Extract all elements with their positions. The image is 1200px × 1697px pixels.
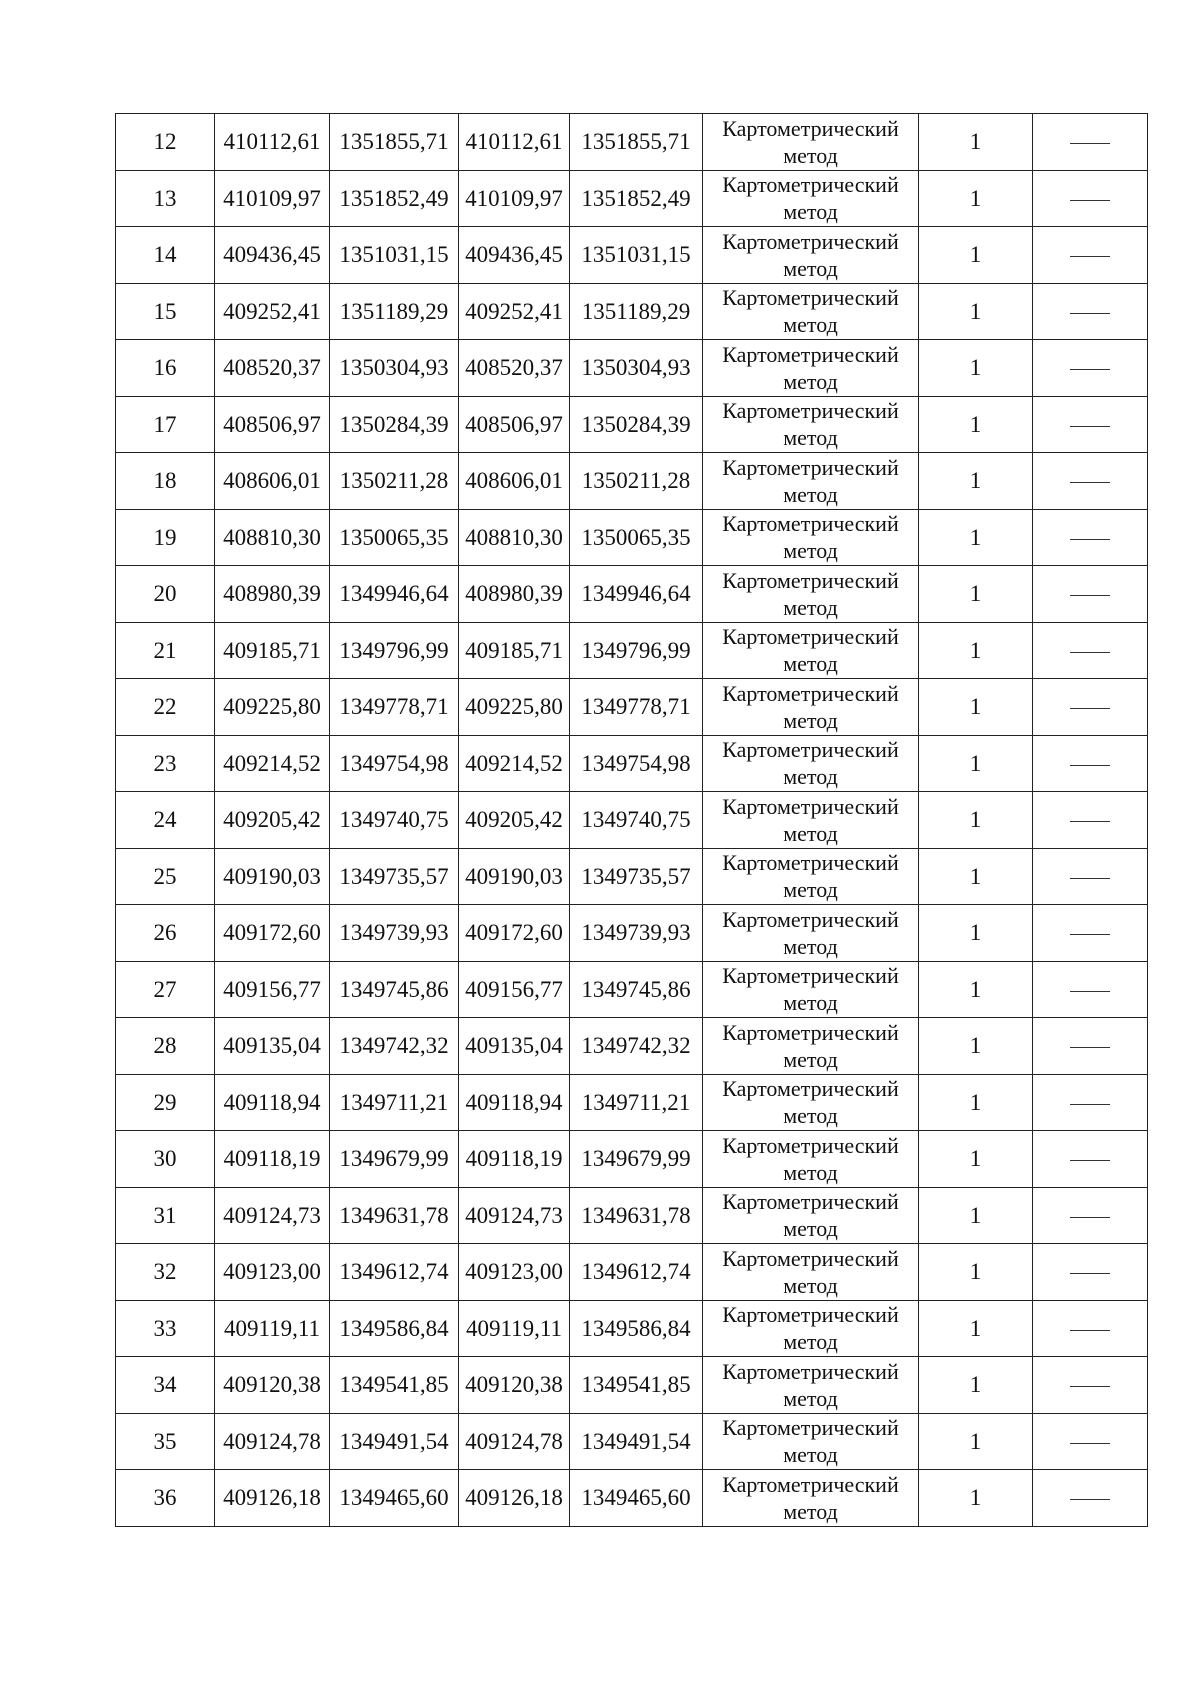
description-cell	[1033, 396, 1148, 453]
description-cell	[1033, 961, 1148, 1018]
point-number-cell: 17	[116, 396, 215, 453]
table-row	[116, 848, 1148, 905]
point-number-cell: 31	[116, 1187, 215, 1244]
description-cell	[1033, 622, 1148, 679]
description-cell	[1033, 170, 1148, 227]
new-y-cell: 1349739,93	[570, 905, 703, 962]
new-x-cell: 409124,78	[459, 1413, 570, 1470]
method-cell: Картометрический метод	[703, 1357, 919, 1414]
new-y-cell: 1349612,74	[570, 1244, 703, 1301]
accuracy-cell: 1	[919, 961, 1033, 1018]
point-number-cell: 20	[116, 566, 215, 623]
table-row	[116, 792, 1148, 849]
description-cell	[1033, 735, 1148, 792]
existing-y-cell: 1350284,39	[330, 396, 459, 453]
existing-x-cell: 409205,42	[215, 792, 330, 849]
table-row	[116, 1470, 1148, 1527]
method-cell: Картометрический метод	[703, 1244, 919, 1301]
method-cell: Картометрический метод	[703, 961, 919, 1018]
existing-y-cell: 1349754,98	[330, 735, 459, 792]
existing-x-cell: 409126,18	[215, 1470, 330, 1527]
method-cell: Картометрический метод	[703, 792, 919, 849]
existing-x-cell: 409252,41	[215, 283, 330, 340]
existing-x-cell: 409135,04	[215, 1018, 330, 1075]
new-x-cell: 409156,77	[459, 961, 570, 1018]
existing-x-cell: 409190,03	[215, 848, 330, 905]
new-x-cell: 409124,73	[459, 1187, 570, 1244]
new-y-cell: 1350211,28	[570, 453, 703, 510]
table-row	[116, 453, 1148, 510]
dash-mark	[1070, 426, 1110, 427]
point-number-cell: 35	[116, 1413, 215, 1470]
point-number-cell: 12	[116, 114, 215, 171]
description-cell	[1033, 1244, 1148, 1301]
table-body	[116, 114, 1148, 1527]
dash-mark	[1070, 1104, 1110, 1105]
existing-x-cell: 409118,94	[215, 1074, 330, 1131]
existing-y-cell: 1349465,60	[330, 1470, 459, 1527]
new-x-cell: 409119,11	[459, 1300, 570, 1357]
point-number-cell: 19	[116, 509, 215, 566]
existing-y-cell: 1351031,15	[330, 227, 459, 284]
dash-mark	[1070, 313, 1110, 314]
new-y-cell: 1349946,64	[570, 566, 703, 623]
new-x-cell: 408506,97	[459, 396, 570, 453]
accuracy-cell: 1	[919, 1244, 1033, 1301]
existing-x-cell: 409185,71	[215, 622, 330, 679]
table-row	[116, 622, 1148, 679]
description-cell	[1033, 283, 1148, 340]
existing-y-cell: 1349586,84	[330, 1300, 459, 1357]
method-cell: Картометрический метод	[703, 1470, 919, 1527]
new-x-cell: 408980,39	[459, 566, 570, 623]
table-row	[116, 566, 1148, 623]
dash-mark	[1070, 1443, 1110, 1444]
accuracy-cell: 1	[919, 905, 1033, 962]
new-x-cell: 410112,61	[459, 114, 570, 171]
new-y-cell: 1349586,84	[570, 1300, 703, 1357]
dash-mark	[1070, 708, 1110, 709]
accuracy-cell: 1	[919, 170, 1033, 227]
description-cell	[1033, 1470, 1148, 1527]
point-number-cell: 14	[116, 227, 215, 284]
accuracy-cell: 1	[919, 1300, 1033, 1357]
new-y-cell: 1349778,71	[570, 679, 703, 736]
dash-mark	[1070, 934, 1110, 935]
method-cell: Картометрический метод	[703, 1018, 919, 1075]
existing-x-cell: 409436,45	[215, 227, 330, 284]
description-cell	[1033, 1074, 1148, 1131]
existing-y-cell: 1351189,29	[330, 283, 459, 340]
dash-mark	[1070, 1499, 1110, 1500]
method-cell: Картометрический метод	[703, 1413, 919, 1470]
existing-y-cell: 1350065,35	[330, 509, 459, 566]
point-number-cell: 26	[116, 905, 215, 962]
dash-mark	[1070, 1217, 1110, 1218]
existing-y-cell: 1349541,85	[330, 1357, 459, 1414]
existing-y-cell: 1349612,74	[330, 1244, 459, 1301]
existing-y-cell: 1351852,49	[330, 170, 459, 227]
table-row	[116, 1357, 1148, 1414]
description-cell	[1033, 679, 1148, 736]
new-x-cell: 408606,01	[459, 453, 570, 510]
existing-x-cell: 408506,97	[215, 396, 330, 453]
point-number-cell: 16	[116, 340, 215, 397]
existing-x-cell: 409118,19	[215, 1131, 330, 1188]
method-cell: Картометрический метод	[703, 1187, 919, 1244]
existing-y-cell: 1349742,32	[330, 1018, 459, 1075]
method-cell: Картометрический метод	[703, 1074, 919, 1131]
method-cell: Картометрический метод	[703, 1300, 919, 1357]
accuracy-cell: 1	[919, 1131, 1033, 1188]
method-cell: Картометрический метод	[703, 396, 919, 453]
description-cell	[1033, 792, 1148, 849]
method-cell: Картометрический метод	[703, 340, 919, 397]
description-cell	[1033, 848, 1148, 905]
new-y-cell: 1349742,32	[570, 1018, 703, 1075]
new-y-cell: 1349754,98	[570, 735, 703, 792]
new-x-cell: 408810,30	[459, 509, 570, 566]
existing-x-cell: 409124,73	[215, 1187, 330, 1244]
accuracy-cell: 1	[919, 396, 1033, 453]
description-cell	[1033, 1413, 1148, 1470]
accuracy-cell: 1	[919, 1187, 1033, 1244]
new-x-cell: 409123,00	[459, 1244, 570, 1301]
description-cell	[1033, 1357, 1148, 1414]
method-cell: Картометрический метод	[703, 453, 919, 510]
new-y-cell: 1349735,57	[570, 848, 703, 905]
point-number-cell: 15	[116, 283, 215, 340]
dash-mark	[1070, 878, 1110, 879]
existing-y-cell: 1349739,93	[330, 905, 459, 962]
existing-x-cell: 410109,97	[215, 170, 330, 227]
accuracy-cell: 1	[919, 679, 1033, 736]
new-y-cell: 1349679,99	[570, 1131, 703, 1188]
point-number-cell: 25	[116, 848, 215, 905]
new-x-cell: 409225,80	[459, 679, 570, 736]
point-number-cell: 27	[116, 961, 215, 1018]
new-y-cell: 1349711,21	[570, 1074, 703, 1131]
existing-x-cell: 409172,60	[215, 905, 330, 962]
existing-x-cell: 409214,52	[215, 735, 330, 792]
existing-x-cell: 409120,38	[215, 1357, 330, 1414]
dash-mark	[1070, 765, 1110, 766]
accuracy-cell: 1	[919, 114, 1033, 171]
point-number-cell: 13	[116, 170, 215, 227]
method-cell: Картометрический метод	[703, 283, 919, 340]
existing-y-cell: 1349778,71	[330, 679, 459, 736]
new-x-cell: 409118,94	[459, 1074, 570, 1131]
new-x-cell: 409126,18	[459, 1470, 570, 1527]
new-y-cell: 1349491,54	[570, 1413, 703, 1470]
dash-mark	[1070, 821, 1110, 822]
new-x-cell: 409172,60	[459, 905, 570, 962]
description-cell	[1033, 905, 1148, 962]
point-number-cell: 18	[116, 453, 215, 510]
point-number-cell: 36	[116, 1470, 215, 1527]
accuracy-cell: 1	[919, 566, 1033, 623]
point-number-cell: 23	[116, 735, 215, 792]
new-y-cell: 1349796,99	[570, 622, 703, 679]
table-row	[116, 961, 1148, 1018]
method-cell: Картометрический метод	[703, 622, 919, 679]
description-cell	[1033, 1300, 1148, 1357]
new-x-cell: 409252,41	[459, 283, 570, 340]
coordinates-table	[115, 113, 1148, 1527]
existing-y-cell: 1349745,86	[330, 961, 459, 1018]
table-row	[116, 679, 1148, 736]
point-number-cell: 21	[116, 622, 215, 679]
table-row	[116, 735, 1148, 792]
new-y-cell: 1350284,39	[570, 396, 703, 453]
method-cell: Картометрический метод	[703, 679, 919, 736]
dash-mark	[1070, 1047, 1110, 1048]
method-cell: Картометрический метод	[703, 848, 919, 905]
accuracy-cell: 1	[919, 340, 1033, 397]
table-row	[116, 170, 1148, 227]
accuracy-cell: 1	[919, 622, 1033, 679]
existing-y-cell: 1349735,57	[330, 848, 459, 905]
accuracy-cell: 1	[919, 1413, 1033, 1470]
new-y-cell: 1349740,75	[570, 792, 703, 849]
table-row	[116, 1413, 1148, 1470]
table-row	[116, 1187, 1148, 1244]
method-cell: Картометрический метод	[703, 735, 919, 792]
accuracy-cell: 1	[919, 735, 1033, 792]
dash-mark	[1070, 200, 1110, 201]
method-cell: Картометрический метод	[703, 170, 919, 227]
existing-x-cell: 409156,77	[215, 961, 330, 1018]
dash-mark	[1070, 1386, 1110, 1387]
dash-mark	[1070, 539, 1110, 540]
dash-mark	[1070, 991, 1110, 992]
dash-mark	[1070, 369, 1110, 370]
method-cell: Картометрический метод	[703, 227, 919, 284]
table-row	[116, 114, 1148, 171]
accuracy-cell: 1	[919, 792, 1033, 849]
description-cell	[1033, 227, 1148, 284]
new-y-cell: 1351189,29	[570, 283, 703, 340]
method-cell: Картометрический метод	[703, 114, 919, 171]
table-row	[116, 1074, 1148, 1131]
table-row	[116, 905, 1148, 962]
existing-x-cell: 408520,37	[215, 340, 330, 397]
existing-y-cell: 1349946,64	[330, 566, 459, 623]
dash-mark	[1070, 652, 1110, 653]
description-cell	[1033, 566, 1148, 623]
method-cell: Картометрический метод	[703, 509, 919, 566]
accuracy-cell: 1	[919, 1357, 1033, 1414]
accuracy-cell: 1	[919, 283, 1033, 340]
new-x-cell: 409135,04	[459, 1018, 570, 1075]
accuracy-cell: 1	[919, 1018, 1033, 1075]
new-x-cell: 409185,71	[459, 622, 570, 679]
existing-y-cell: 1350211,28	[330, 453, 459, 510]
dash-mark	[1070, 143, 1110, 144]
description-cell	[1033, 114, 1148, 171]
table-row	[116, 396, 1148, 453]
accuracy-cell: 1	[919, 509, 1033, 566]
existing-y-cell: 1351855,71	[330, 114, 459, 171]
new-x-cell: 410109,97	[459, 170, 570, 227]
new-x-cell: 409214,52	[459, 735, 570, 792]
description-cell	[1033, 1131, 1148, 1188]
description-cell	[1033, 1018, 1148, 1075]
point-number-cell: 29	[116, 1074, 215, 1131]
description-cell	[1033, 453, 1148, 510]
method-cell: Картометрический метод	[703, 1131, 919, 1188]
existing-y-cell: 1349796,99	[330, 622, 459, 679]
point-number-cell: 28	[116, 1018, 215, 1075]
accuracy-cell: 1	[919, 453, 1033, 510]
table-row	[116, 509, 1148, 566]
dash-mark	[1070, 482, 1110, 483]
new-y-cell: 1349745,86	[570, 961, 703, 1018]
new-y-cell: 1349465,60	[570, 1470, 703, 1527]
existing-x-cell: 408810,30	[215, 509, 330, 566]
table-row	[116, 283, 1148, 340]
point-number-cell: 22	[116, 679, 215, 736]
existing-x-cell: 409119,11	[215, 1300, 330, 1357]
new-y-cell: 1349541,85	[570, 1357, 703, 1414]
new-y-cell: 1351031,15	[570, 227, 703, 284]
point-number-cell: 33	[116, 1300, 215, 1357]
existing-x-cell: 410112,61	[215, 114, 330, 171]
existing-y-cell: 1349711,21	[330, 1074, 459, 1131]
table-row	[116, 1018, 1148, 1075]
new-x-cell: 409190,03	[459, 848, 570, 905]
description-cell	[1033, 509, 1148, 566]
accuracy-cell: 1	[919, 1470, 1033, 1527]
description-cell	[1033, 1187, 1148, 1244]
dash-mark	[1070, 1273, 1110, 1274]
dash-mark	[1070, 1330, 1110, 1331]
point-number-cell: 32	[116, 1244, 215, 1301]
dash-mark	[1070, 1160, 1110, 1161]
table-row	[116, 227, 1148, 284]
accuracy-cell: 1	[919, 848, 1033, 905]
dash-mark	[1070, 256, 1110, 257]
table-row	[116, 340, 1148, 397]
dash-mark	[1070, 595, 1110, 596]
method-cell: Картометрический метод	[703, 566, 919, 623]
existing-x-cell: 408606,01	[215, 453, 330, 510]
new-y-cell: 1351852,49	[570, 170, 703, 227]
accuracy-cell: 1	[919, 227, 1033, 284]
existing-y-cell: 1349491,54	[330, 1413, 459, 1470]
method-cell: Картометрический метод	[703, 905, 919, 962]
new-x-cell: 409118,19	[459, 1131, 570, 1188]
point-number-cell: 24	[116, 792, 215, 849]
existing-y-cell: 1349740,75	[330, 792, 459, 849]
existing-x-cell: 409225,80	[215, 679, 330, 736]
table-row	[116, 1131, 1148, 1188]
accuracy-cell: 1	[919, 1074, 1033, 1131]
existing-x-cell: 409123,00	[215, 1244, 330, 1301]
existing-y-cell: 1349679,99	[330, 1131, 459, 1188]
point-number-cell: 34	[116, 1357, 215, 1414]
new-x-cell: 408520,37	[459, 340, 570, 397]
new-x-cell: 409205,42	[459, 792, 570, 849]
new-y-cell: 1349631,78	[570, 1187, 703, 1244]
existing-y-cell: 1349631,78	[330, 1187, 459, 1244]
description-cell	[1033, 340, 1148, 397]
new-x-cell: 409120,38	[459, 1357, 570, 1414]
new-y-cell: 1350304,93	[570, 340, 703, 397]
point-number-cell: 30	[116, 1131, 215, 1188]
existing-x-cell: 408980,39	[215, 566, 330, 623]
table-row	[116, 1300, 1148, 1357]
table-row	[116, 1244, 1148, 1301]
existing-x-cell: 409124,78	[215, 1413, 330, 1470]
new-y-cell: 1350065,35	[570, 509, 703, 566]
new-y-cell: 1351855,71	[570, 114, 703, 171]
new-x-cell: 409436,45	[459, 227, 570, 284]
existing-y-cell: 1350304,93	[330, 340, 459, 397]
